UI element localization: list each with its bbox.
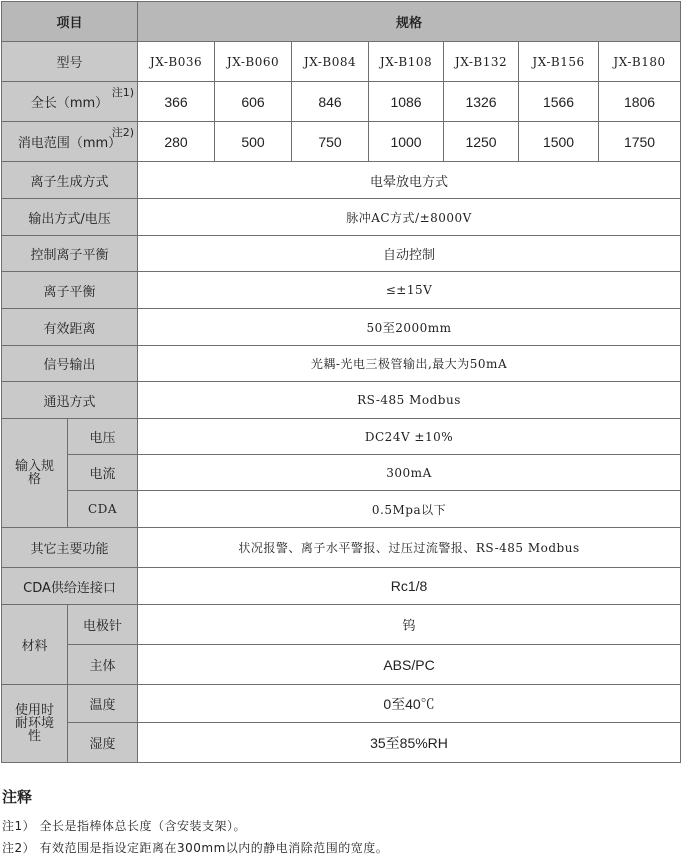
environment-label: 使用时耐环境性	[2, 685, 68, 763]
material-electrode-label: 电极针	[68, 605, 138, 645]
length-value: 846	[292, 82, 369, 122]
model-value: JX-B132	[444, 42, 519, 82]
note-mark: 注2）	[2, 841, 36, 855]
environment-temperature-row	[2, 685, 681, 723]
material-electrode-value: 钨	[138, 605, 681, 645]
input-current-value: 300mA	[138, 455, 681, 491]
note-text: 全长是指棒体总长度（含安装支架）。	[39, 819, 246, 833]
input-current-row	[2, 455, 681, 491]
ion-balance-value: ≤±15V	[138, 272, 681, 309]
input-cda-label: CDA	[68, 491, 138, 528]
other-functions-row	[2, 528, 681, 568]
signal-output-row	[2, 346, 681, 382]
material-body-row	[2, 645, 681, 685]
input-spec-label: 输入规格	[2, 419, 68, 528]
range-value: 1000	[369, 122, 444, 162]
note-item	[2, 815, 679, 837]
material-electrode-row	[2, 605, 681, 645]
output-mode-label: 输出方式/电压	[2, 199, 138, 236]
input-current-label: 电流	[68, 455, 138, 491]
material-body-value: ABS/PC	[138, 645, 681, 685]
input-voltage-label: 电压	[68, 419, 138, 455]
material-body-label: 主体	[68, 645, 138, 685]
length-value: 366	[138, 82, 215, 122]
length-row	[2, 82, 681, 122]
model-row	[2, 42, 681, 82]
length-value: 1566	[519, 82, 599, 122]
note-mark: 注1）	[2, 819, 36, 833]
effective-distance-label: 有效距离	[2, 309, 138, 346]
range-label: 消电范围（mm）	[17, 136, 122, 151]
range-note-mark: 注2)	[111, 126, 135, 139]
range-value: 1250	[444, 122, 519, 162]
ion-method-value: 电晕放电方式	[138, 162, 681, 199]
length-label: 全长（mm）	[30, 96, 109, 111]
spec-table	[1, 1, 681, 763]
model-value: JX-B060	[215, 42, 292, 82]
range-value: 1750	[599, 122, 681, 162]
output-mode-row	[2, 199, 681, 236]
range-cell	[2, 122, 138, 162]
note-text: 有效范围是指设定距离在300mm以内的静电消除范围的宽度。	[39, 841, 389, 855]
ion-control-label: 控制离子平衡	[2, 236, 138, 272]
model-value: JX-B156	[519, 42, 599, 82]
ion-balance-label: 离子平衡	[2, 272, 138, 309]
range-value: 750	[292, 122, 369, 162]
header-spec: 规格	[138, 2, 681, 42]
model-value: JX-B084	[292, 42, 369, 82]
output-mode-value: 脉冲AC方式/±8000V	[138, 199, 681, 236]
model-value: JX-B036	[138, 42, 215, 82]
ion-control-row	[2, 236, 681, 272]
range-value: 280	[138, 122, 215, 162]
ion-control-value: 自动控制	[138, 236, 681, 272]
model-value: JX-B108	[369, 42, 444, 82]
range-value: 1500	[519, 122, 599, 162]
comm-mode-label: 通迅方式	[2, 382, 138, 419]
other-functions-value: 状况报警、离子水平警报、过压过流警报、RS-485 Modbus	[138, 528, 681, 568]
input-cda-row	[2, 491, 681, 528]
length-cell	[2, 82, 138, 122]
ion-balance-row	[2, 272, 681, 309]
signal-output-label: 信号输出	[2, 346, 138, 382]
length-value: 1326	[444, 82, 519, 122]
length-value: 606	[215, 82, 292, 122]
header-row	[2, 2, 681, 42]
length-value: 1086	[369, 82, 444, 122]
signal-output-value: 光耦-光电三极管输出,最大为50mA	[138, 346, 681, 382]
cda-port-row	[2, 568, 681, 605]
length-note-mark: 注1)	[111, 86, 135, 99]
model-label: 型号	[2, 42, 138, 82]
notes-section	[2, 786, 679, 859]
input-cda-value: 0.5Mpa以下	[138, 491, 681, 528]
material-label: 材料	[2, 605, 68, 685]
notes-title: 注释	[2, 788, 33, 806]
range-value: 500	[215, 122, 292, 162]
cda-port-label: CDA供给连接口	[2, 568, 138, 605]
environment-temperature-label: 温度	[68, 685, 138, 723]
other-functions-label: 其它主要功能	[2, 528, 138, 568]
environment-humidity-label: 湿度	[68, 723, 138, 763]
effective-distance-value: 50至2000mm	[138, 309, 681, 346]
input-voltage-value: DC24V ±10%	[138, 419, 681, 455]
length-value: 1806	[599, 82, 681, 122]
ion-method-row	[2, 162, 681, 199]
cda-port-value: Rc1/8	[138, 568, 681, 605]
model-value: JX-B180	[599, 42, 681, 82]
range-row	[2, 122, 681, 162]
header-item: 项目	[2, 2, 138, 42]
effective-distance-row	[2, 309, 681, 346]
environment-humidity-value: 35至85%RH	[138, 723, 681, 763]
comm-mode-row	[2, 382, 681, 419]
ion-method-label: 离子生成方式	[2, 162, 138, 199]
environment-humidity-row	[2, 723, 681, 763]
comm-mode-value: RS-485 Modbus	[138, 382, 681, 419]
environment-temperature-value: 0至40℃	[138, 685, 681, 723]
input-voltage-row	[2, 419, 681, 455]
